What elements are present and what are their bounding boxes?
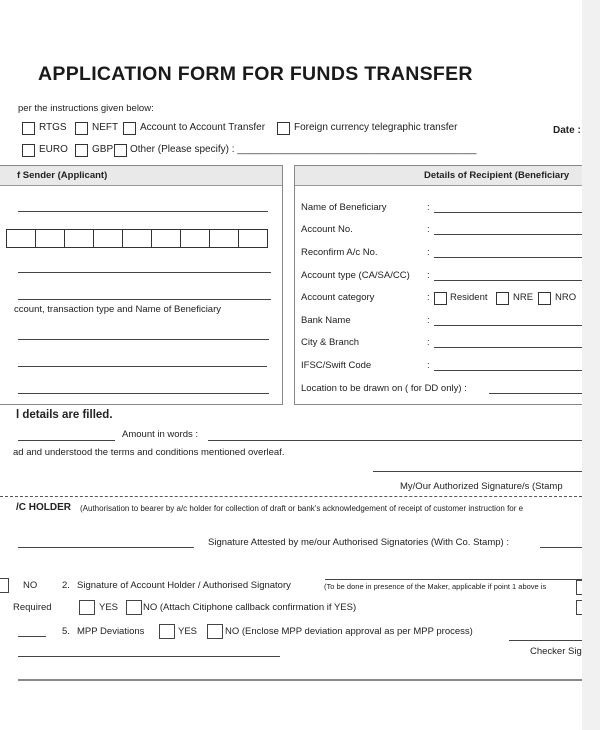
item2-label: Signature of Account Holder / Authorised Signatory <box>77 580 291 591</box>
recipient-header: Details of Recipient (Beneficiary <box>295 166 582 186</box>
terms-text: ad and understood the terms and conditions mentioned overleaf. <box>13 447 285 458</box>
sender-field-line[interactable] <box>18 299 271 300</box>
details-filled-heading: l details are filled. <box>16 409 113 421</box>
sender-name-line[interactable] <box>18 211 268 212</box>
sender-account-note: ccount, transaction type and Name of Beneficiary <box>14 304 222 315</box>
foreign-currency-checkbox[interactable] <box>277 122 290 135</box>
foreign-currency-label: Foreign currency telegraphic transfer <box>294 122 458 133</box>
item2-note: (To be done in presence of the Maker, applicable if point 1 above is <box>324 582 547 591</box>
form-title: APPLICATION FORM FOR FUNDS TRANSFER <box>38 63 473 85</box>
item2-line[interactable] <box>325 579 582 580</box>
amount-words-line[interactable] <box>208 440 582 441</box>
colon: : <box>427 202 430 213</box>
item4-yes-checkbox[interactable] <box>79 600 95 615</box>
mpp-label: NO (Enclose MPP deviation approval as per MPP process) <box>225 626 473 637</box>
sender-field-line[interactable] <box>18 393 269 394</box>
date-label: Date : <box>553 125 581 136</box>
bottom-rule <box>18 679 582 681</box>
item5-label: MPP Deviations <box>77 626 145 637</box>
sender-field-line[interactable] <box>18 339 269 340</box>
account-digit-box[interactable] <box>180 229 210 248</box>
nre-checkbox[interactable] <box>496 292 509 305</box>
item5-yes-label: YES <box>178 626 198 637</box>
beneficiary-name-label: Name of Beneficiary <box>301 202 387 213</box>
resident-label: Resident <box>450 292 488 303</box>
account-category-label: Account category <box>301 292 375 303</box>
resident-checkbox[interactable] <box>434 292 447 305</box>
account-digit-box[interactable] <box>122 229 152 248</box>
sender-field-line[interactable] <box>18 366 267 367</box>
item2-number: 2. <box>62 580 70 591</box>
item4-checkbox[interactable] <box>576 600 582 615</box>
rtgs-label: RTGS <box>39 122 67 133</box>
other-currency-checkbox[interactable] <box>114 144 127 157</box>
nre-label: NRE <box>513 292 534 303</box>
colon: : <box>427 360 430 371</box>
bottom-line[interactable] <box>18 656 280 657</box>
item5-yes-checkbox[interactable] <box>159 624 175 639</box>
colon: : <box>427 292 430 303</box>
account-no-line[interactable] <box>434 234 582 235</box>
city-branch-line[interactable] <box>434 347 582 348</box>
amount-figures-line[interactable] <box>18 440 115 441</box>
colon: : <box>427 315 430 326</box>
reconfirm-account-line[interactable] <box>434 257 582 258</box>
colon: : <box>427 337 430 348</box>
no-checkbox[interactable] <box>0 578 9 593</box>
colon: : <box>427 270 430 281</box>
bank-name-label: Bank Name <box>301 315 351 326</box>
neft-checkbox[interactable] <box>75 122 88 135</box>
location-line[interactable] <box>489 393 582 394</box>
item4-no-checkbox[interactable] <box>126 600 142 615</box>
account-digit-box[interactable] <box>6 229 36 248</box>
item4-yes-label: YES <box>99 602 119 613</box>
ifsc-code-label: IFSC/Swift Code <box>301 360 372 371</box>
signature-line[interactable] <box>373 471 582 472</box>
attested-field-line[interactable] <box>540 547 582 548</box>
account-no-label: Account No. <box>301 224 353 235</box>
sender-section <box>0 165 283 405</box>
account-type-line[interactable] <box>434 280 582 281</box>
nro-label: NRO <box>555 292 577 303</box>
instructions-text: per the instructions given below: <box>18 103 154 114</box>
item5-no-checkbox[interactable] <box>207 624 223 639</box>
amount-words-label: Amount in words : <box>122 429 199 440</box>
ac-holder-label: /C HOLDER <box>16 502 71 513</box>
item5-line[interactable] <box>18 636 46 637</box>
ifsc-code-line[interactable] <box>434 370 582 371</box>
neft-label: NEFT <box>92 122 119 133</box>
account-digit-box[interactable] <box>209 229 239 248</box>
sender-header: f Sender (Applicant) <box>0 166 282 186</box>
account-digit-box[interactable] <box>238 229 268 248</box>
account-digit-box[interactable] <box>151 229 181 248</box>
other-currency-label: Other (Please specify) : ___________________________________________ <box>130 144 477 155</box>
bank-name-line[interactable] <box>434 325 582 326</box>
required-label: Required <box>13 602 52 613</box>
account-digit-box[interactable] <box>35 229 65 248</box>
account-type-label: Account type (CA/SA/CC) <box>301 270 410 281</box>
account-digit-box[interactable] <box>64 229 94 248</box>
gbp-checkbox[interactable] <box>75 144 88 157</box>
euro-label: EURO <box>39 144 68 155</box>
item5-number: 5. <box>62 626 70 637</box>
account-digit-box[interactable] <box>93 229 123 248</box>
nro-checkbox[interactable] <box>538 292 551 305</box>
location-label: Location to be drawn on ( for DD only) : <box>301 383 467 394</box>
checker-signature-line[interactable] <box>509 640 582 641</box>
authorized-signature-label: My/Our Authorized Signature/s (Stamp <box>400 481 563 492</box>
colon: : <box>427 247 430 258</box>
city-branch-label: City & Branch <box>301 337 360 348</box>
ac-holder-note: (Authorisation to bearer by a/c holder for collection of draft or bank's acknowledgement of receipt of customer instruction for e <box>80 504 524 513</box>
signature-attested-label: Signature Attested by me/our Authorised Signatories (With Co. Stamp) : <box>208 537 509 548</box>
cut-line <box>0 496 582 497</box>
checker-signature-label: Checker Sig <box>530 646 582 657</box>
attested-signature-line[interactable] <box>18 547 194 548</box>
beneficiary-name-line[interactable] <box>434 212 582 213</box>
colon: : <box>427 224 430 235</box>
account-transfer-checkbox[interactable] <box>123 122 136 135</box>
euro-checkbox[interactable] <box>22 144 35 157</box>
reconfirm-account-label: Reconfirm A/c No. <box>301 247 378 258</box>
item2-checkbox[interactable] <box>576 580 582 595</box>
no-label: NO <box>23 580 38 591</box>
account-transfer-label: Account to Account Transfer <box>140 122 266 133</box>
gbp-label: GBP <box>92 144 114 155</box>
rtgs-checkbox[interactable] <box>22 122 35 135</box>
citiphone-label: NO (Attach Citiphone callback confirmation if YES) <box>143 602 357 613</box>
sender-field-line[interactable] <box>18 272 271 273</box>
